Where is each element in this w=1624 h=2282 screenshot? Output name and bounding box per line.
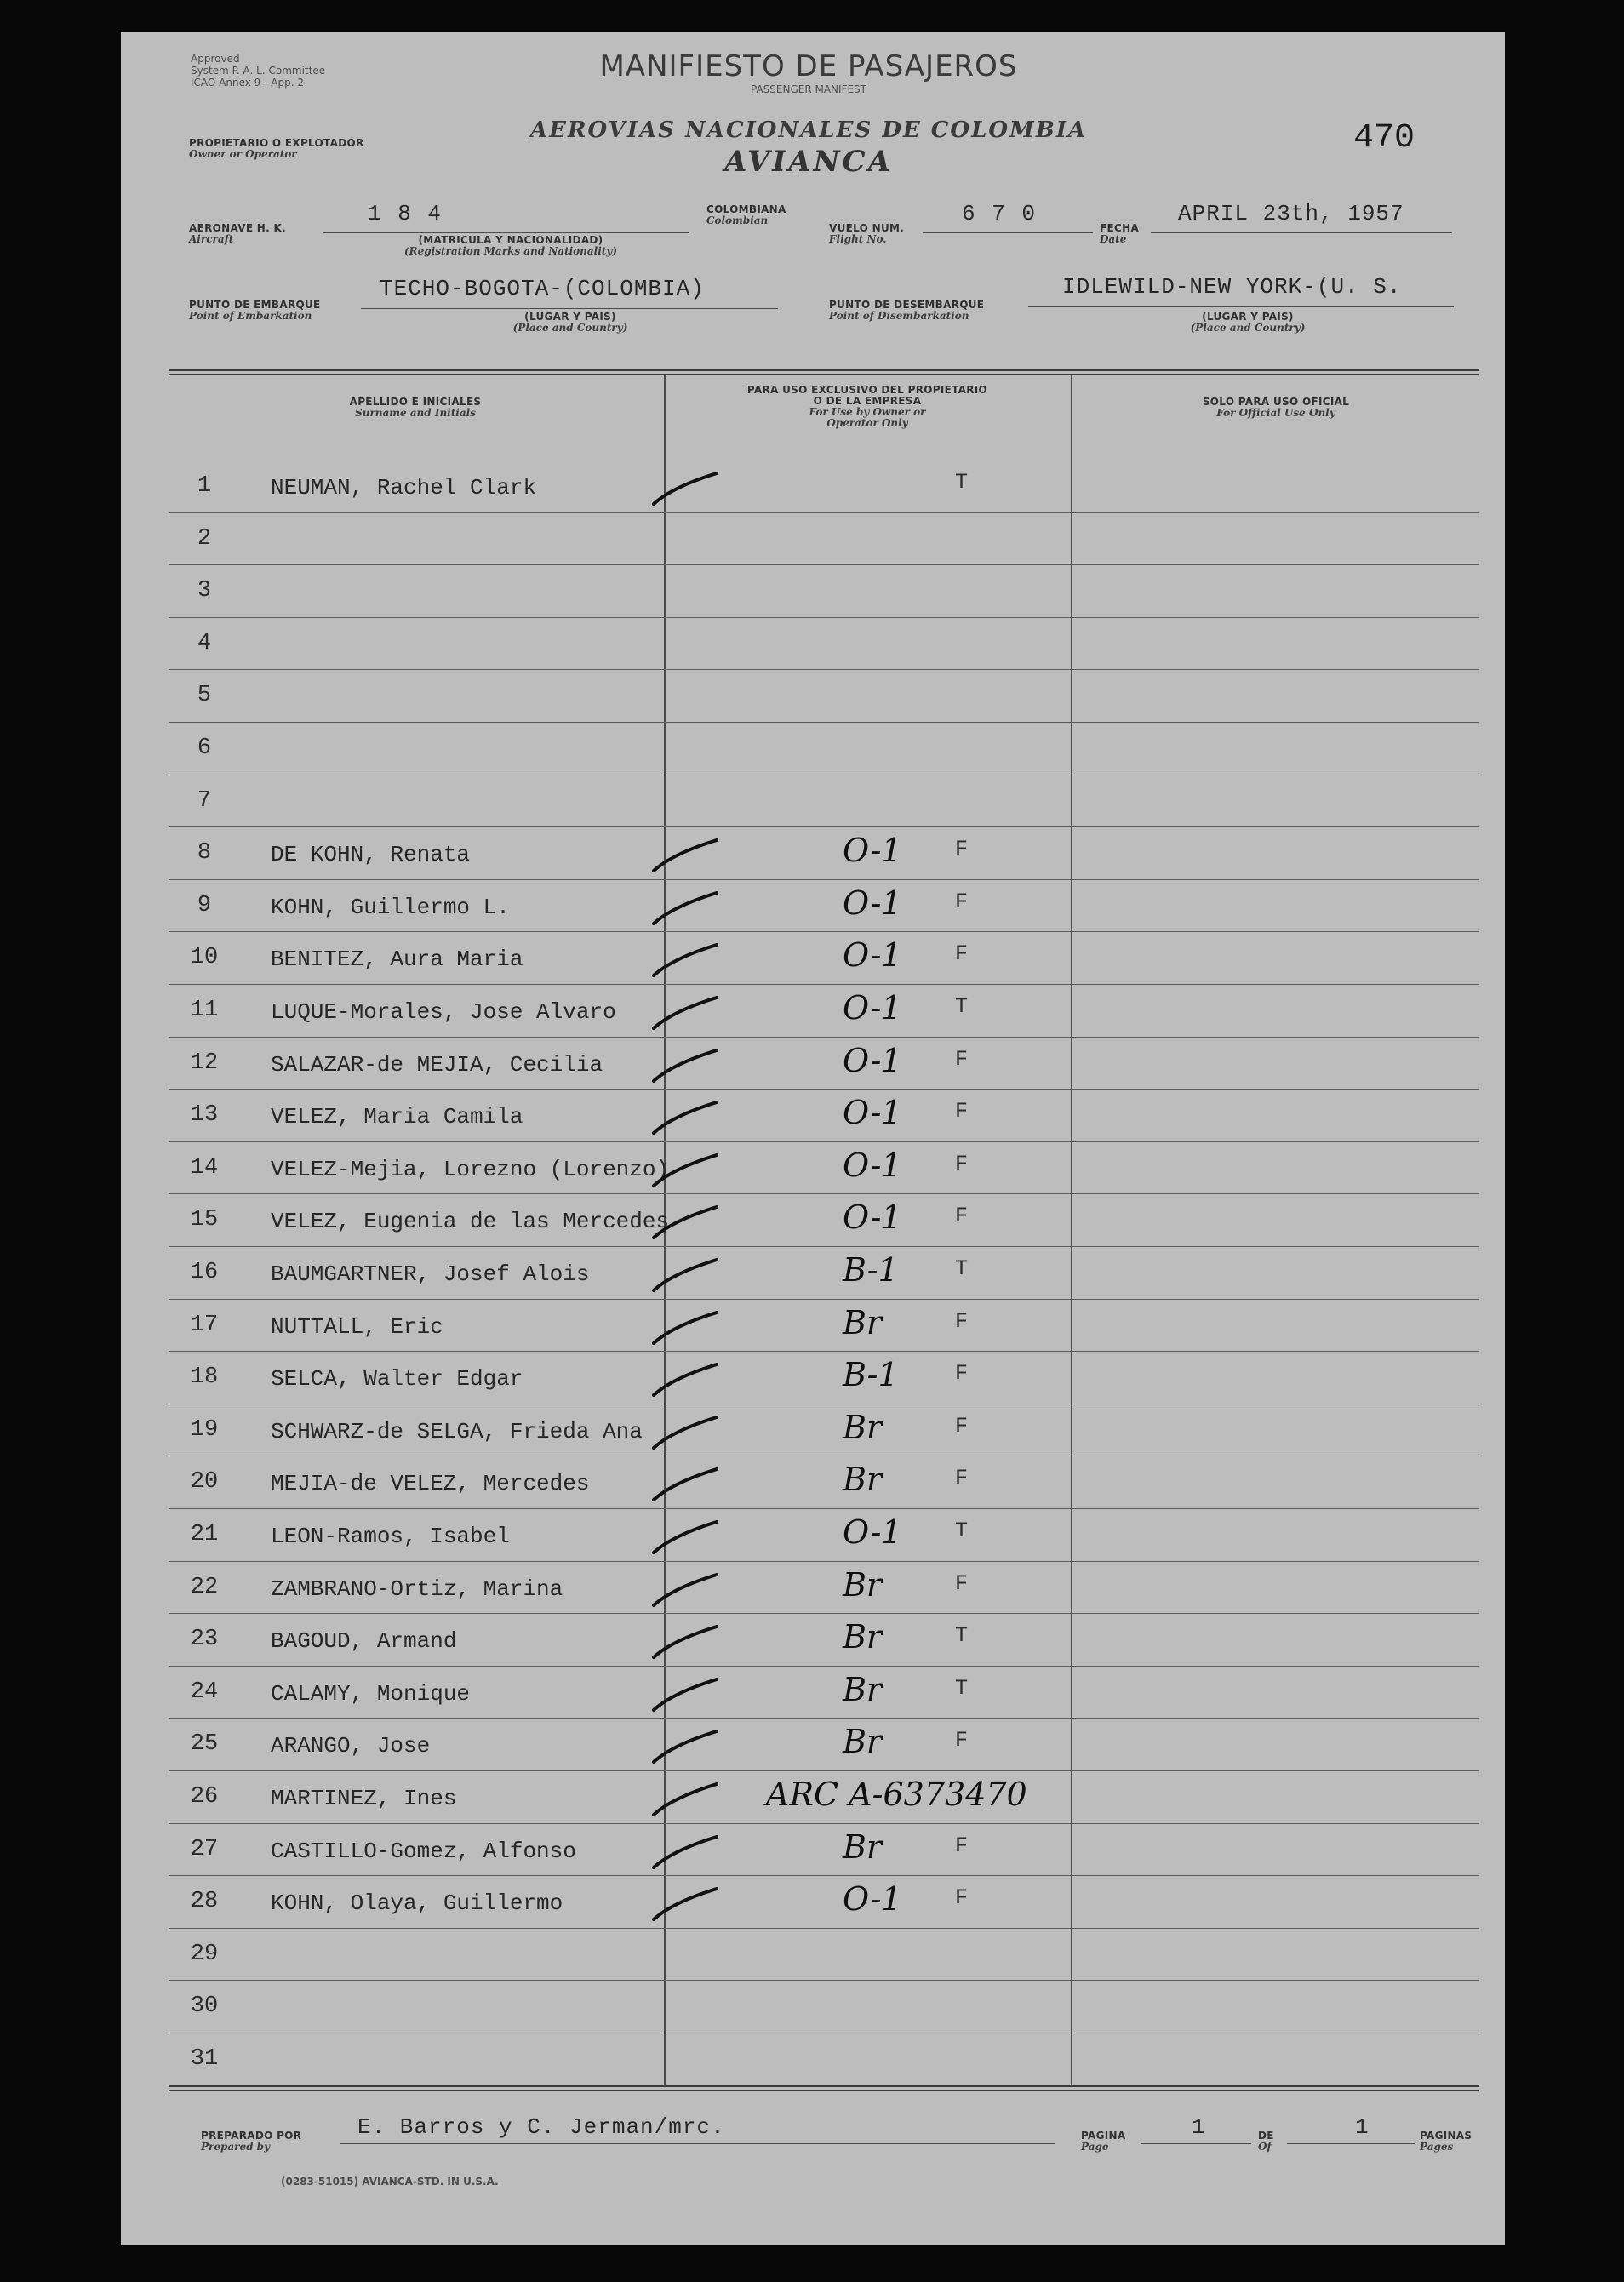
row-number: 14 xyxy=(190,1155,219,1181)
row-number: 18 xyxy=(190,1364,219,1390)
column-header-official-label: SOLO PARA USO OFICIAL xyxy=(1202,396,1350,408)
row-rule xyxy=(169,879,1479,880)
passenger-flag: T xyxy=(955,1256,969,1281)
row-rule xyxy=(169,1141,1479,1142)
passenger-name: LEON-Ramos, Isabel xyxy=(271,1524,510,1549)
operator-code: Br xyxy=(843,1618,883,1656)
operator-code: Br xyxy=(843,1461,883,1498)
check-mark-icon xyxy=(647,1359,723,1402)
passenger-flag: F xyxy=(955,1414,969,1438)
passenger-name: BAGOUD, Armand xyxy=(271,1628,457,1654)
row-number: 5 xyxy=(197,683,212,708)
operator-code: Br xyxy=(843,1723,883,1760)
row-number: 20 xyxy=(190,1469,219,1495)
check-mark-icon xyxy=(647,1779,723,1822)
row-rule xyxy=(169,722,1479,723)
column-header-operator-sublabel2: Operator Only xyxy=(826,417,908,429)
disembarkation-underline xyxy=(1028,306,1454,307)
check-mark-icon xyxy=(647,1674,723,1717)
row-rule xyxy=(169,1299,1479,1300)
operator-code: Br xyxy=(843,1566,883,1604)
aircraft-label-text: AERONAVE H. K. xyxy=(189,222,286,234)
row-number: 31 xyxy=(190,2046,219,2072)
check-mark-icon xyxy=(647,1884,723,1926)
pages-label-text: PAGINAS xyxy=(1420,2130,1472,2142)
date-sublabel: Date xyxy=(1100,233,1127,245)
row-number: 28 xyxy=(190,1889,219,1914)
row-number: 6 xyxy=(197,735,212,761)
operator-code: O-1 xyxy=(843,989,902,1027)
row-rule xyxy=(169,1193,1479,1194)
check-mark-icon xyxy=(647,1097,723,1140)
sheet-number: 470 xyxy=(1353,119,1415,157)
of-value: 1 xyxy=(1355,2114,1370,2140)
passenger-name: DE KOHN, Renata xyxy=(271,842,471,867)
passenger-flag: T xyxy=(955,1676,969,1701)
column-header-official-sublabel: For Official Use Only xyxy=(1216,407,1335,419)
row-number: 23 xyxy=(190,1627,219,1652)
manifest-subtitle: PASSENGER MANIFEST xyxy=(750,83,866,95)
pages-label xyxy=(1420,2130,1472,2153)
check-mark-icon xyxy=(647,1412,723,1455)
column-header-name xyxy=(169,397,662,419)
of-sublabel: Of xyxy=(1258,2141,1272,2153)
disembarkation-place-text: (LUGAR Y PAIS) xyxy=(1202,311,1294,323)
operator-code: Br xyxy=(843,1409,883,1446)
column-header-official xyxy=(1072,397,1479,419)
aircraft-sublabel: Aircraft xyxy=(189,233,234,245)
check-mark-icon xyxy=(647,1464,723,1507)
column-header-name-label: APELLIDO E INICIALES xyxy=(349,396,482,408)
row-rule xyxy=(169,1823,1479,1824)
row-number: 24 xyxy=(190,1679,219,1705)
disembarkation-label xyxy=(829,300,984,322)
pages-sublabel: Pages xyxy=(1420,2141,1454,2153)
row-number: 26 xyxy=(190,1784,219,1810)
page-sublabel: Page xyxy=(1081,2141,1109,2153)
column-header-operator-label2: O DE LA EMPRESA xyxy=(813,395,922,407)
passenger-flag: F xyxy=(955,1099,969,1124)
check-mark-icon xyxy=(647,1045,723,1088)
imprint-line: (0283-51015) AVIANCA-STD. IN U.S.A. xyxy=(281,2176,499,2188)
disembarkation-value: IDLEWILD-NEW YORK-(U. S. xyxy=(1062,274,1402,300)
passenger-flag: T xyxy=(955,470,969,495)
check-mark-icon xyxy=(647,835,723,878)
passenger-name: VELEZ-Mejia, Lorezno (Lorenzo) xyxy=(271,1157,670,1182)
page-value: 1 xyxy=(1192,2114,1207,2140)
row-number: 15 xyxy=(190,1207,219,1233)
airline-short: AVIANCA xyxy=(723,145,894,179)
row-number: 8 xyxy=(197,840,212,866)
row-number: 16 xyxy=(190,1260,219,1285)
passenger-flag: T xyxy=(955,1623,969,1648)
embarkation-label xyxy=(189,300,321,322)
passenger-name: SALAZAR-de MEJIA, Cecilia xyxy=(271,1052,603,1078)
flight-sublabel: Flight No. xyxy=(829,233,887,245)
passenger-name: ZAMBRANO-Ortiz, Marina xyxy=(271,1576,563,1602)
prepared-by-underline xyxy=(340,2143,1055,2144)
check-mark-icon xyxy=(647,992,723,1035)
passenger-name: NEUMAN, Rachel Clark xyxy=(271,475,537,500)
operator-code: O-1 xyxy=(843,832,902,869)
row-number: 2 xyxy=(197,526,212,552)
row-number: 19 xyxy=(190,1417,219,1443)
operator-code: Br xyxy=(843,1304,883,1341)
check-mark-icon xyxy=(647,1517,723,1559)
embarkation-sublabel: Point of Embarkation xyxy=(189,310,312,322)
check-mark-icon xyxy=(647,1255,723,1297)
date-underline xyxy=(1151,232,1452,233)
passenger-flag: F xyxy=(955,889,969,914)
row-number: 11 xyxy=(190,998,219,1023)
flight-underline xyxy=(923,232,1093,233)
passenger-flag: F xyxy=(955,1361,969,1386)
embarkation-underline xyxy=(361,308,778,309)
passenger-name: LUQUE-Morales, Jose Alvaro xyxy=(271,999,616,1025)
operator-code: O-1 xyxy=(843,1147,902,1184)
passenger-name: MARTINEZ, Ines xyxy=(271,1786,457,1811)
row-rule xyxy=(169,826,1479,827)
owner-label-text: PROPIETARIO O EXPLOTADOR xyxy=(189,137,364,149)
row-number: 30 xyxy=(190,1993,219,2019)
row-rule xyxy=(169,1928,1479,1929)
passenger-flag: F xyxy=(955,1152,969,1176)
row-rule xyxy=(169,1980,1479,1981)
column-divider-2 xyxy=(1071,375,1072,2086)
flight-label-text: VUELO NUM. xyxy=(829,222,905,234)
passenger-flag: F xyxy=(955,1833,969,1858)
row-rule xyxy=(169,617,1479,618)
operator-code: Br xyxy=(843,1671,883,1708)
row-number: 9 xyxy=(197,893,212,918)
registration-sublabel: (Registration Marks and Nationality) xyxy=(404,245,617,257)
row-number: 4 xyxy=(197,631,212,656)
check-mark-icon xyxy=(647,940,723,982)
prepared-by-sublabel: Prepared by xyxy=(201,2141,271,2153)
passenger-flag: F xyxy=(955,1309,969,1334)
passenger-flag: F xyxy=(955,1047,969,1072)
row-rule xyxy=(169,1770,1479,1771)
of-underline xyxy=(1287,2143,1415,2144)
row-rule xyxy=(169,1561,1479,1562)
row-rule xyxy=(169,512,1479,513)
check-mark-icon xyxy=(647,1570,723,1612)
aircraft-label xyxy=(189,223,286,245)
registration-label-text: (MATRICULA Y NACIONALIDAD) xyxy=(418,234,603,246)
disembarkation-place-label xyxy=(1120,312,1375,334)
prepared-by-label-text: PREPARADO POR xyxy=(201,2130,302,2142)
approval-line3: ICAO Annex 9 - App. 2 xyxy=(191,77,304,89)
disembarkation-label-text: PUNTO DE DESEMBARQUE xyxy=(829,299,985,311)
embarkation-value: TECHO-BOGOTA-(COLOMBIA) xyxy=(380,276,705,301)
embarkation-place-sublabel: (Place and Country) xyxy=(512,322,628,334)
aircraft-underline xyxy=(323,232,689,233)
page-label xyxy=(1081,2130,1125,2153)
approval-line1: Approved xyxy=(191,53,240,65)
passenger-name: KOHN, Guillermo L. xyxy=(271,895,510,920)
check-mark-icon xyxy=(647,1832,723,1874)
operator-code: Br xyxy=(843,1828,883,1866)
disembarkation-sublabel: Point of Disembarkation xyxy=(829,310,969,322)
passenger-flag: F xyxy=(955,1466,969,1490)
approval-line2: System P. A. L. Committee xyxy=(191,65,326,77)
passenger-name: BAUMGARTNER, Josef Alois xyxy=(271,1261,590,1287)
row-number: 3 xyxy=(197,578,212,603)
passenger-name: BENITEZ, Aura Maria xyxy=(271,947,523,972)
passenger-name: VELEZ, Maria Camila xyxy=(271,1104,523,1130)
passenger-name: SELCA, Walter Edgar xyxy=(271,1366,523,1392)
row-number: 22 xyxy=(190,1575,219,1600)
row-rule xyxy=(169,984,1479,985)
passenger-flag: F xyxy=(955,837,969,861)
passenger-flag: F xyxy=(955,1728,969,1753)
operator-code: O-1 xyxy=(843,1198,902,1236)
check-mark-icon xyxy=(647,468,723,511)
check-mark-icon xyxy=(647,1202,723,1244)
owner-sublabel: Owner or Operator xyxy=(189,148,297,160)
nationality-label xyxy=(706,204,786,226)
date-label-text: FECHA xyxy=(1100,222,1140,234)
passenger-name: NUTTALL, Eric xyxy=(271,1314,443,1340)
column-header-operator-label: PARA USO EXCLUSIVO DEL PROPIETARIO xyxy=(746,384,988,396)
passenger-flag: F xyxy=(955,941,969,966)
owner-label xyxy=(189,138,364,160)
check-mark-icon xyxy=(647,1726,723,1769)
operator-code: B-1 xyxy=(843,1356,899,1393)
passenger-flag: F xyxy=(955,1204,969,1228)
row-number: 25 xyxy=(190,1731,219,1757)
operator-code: O-1 xyxy=(843,1880,902,1918)
table-top-rule xyxy=(169,369,1479,375)
row-rule xyxy=(169,669,1479,670)
check-mark-icon xyxy=(647,1150,723,1192)
nationality-sublabel: Colombian xyxy=(706,214,769,226)
column-header-name-sublabel: Surname and Initials xyxy=(355,407,476,419)
operator-code: O-1 xyxy=(843,1513,902,1551)
row-number: 29 xyxy=(190,1942,219,1967)
operator-code: O-1 xyxy=(843,1094,902,1131)
date-value: APRIL 23th, 1957 xyxy=(1178,201,1404,226)
embarkation-place-text: (LUGAR Y PAIS) xyxy=(524,311,616,323)
operator-code: O-1 xyxy=(843,1042,902,1079)
page-label-text: PAGINA xyxy=(1081,2130,1126,2142)
passenger-name: CASTILLO-Gomez, Alfonso xyxy=(271,1839,576,1864)
check-mark-icon xyxy=(647,888,723,930)
passenger-name: KOHN, Olaya, Guillermo xyxy=(271,1890,563,1916)
row-rule xyxy=(169,931,1479,932)
row-rule xyxy=(169,1875,1479,1876)
date-label xyxy=(1100,223,1139,245)
manifest-title: MANIFIESTO DE PASAJEROS xyxy=(599,49,1018,83)
passenger-name: CALAMY, Monique xyxy=(271,1681,471,1707)
operator-code: O-1 xyxy=(843,936,902,974)
flight-value: 6 7 0 xyxy=(962,201,1038,226)
passenger-flag: F xyxy=(955,1571,969,1596)
prepared-by-label xyxy=(201,2130,301,2153)
row-number: 10 xyxy=(190,945,219,970)
operator-code: O-1 xyxy=(843,884,902,922)
aircraft-value: 1 8 4 xyxy=(368,201,443,226)
embarkation-label-text: PUNTO DE EMBARQUE xyxy=(189,299,321,311)
column-header-operator xyxy=(666,385,1069,429)
row-rule xyxy=(169,1508,1479,1509)
prepared-by-value: E. Barros y C. Jerman/mrc. xyxy=(357,2114,725,2140)
row-number: 13 xyxy=(190,1102,219,1128)
operator-code: B-1 xyxy=(843,1251,899,1289)
row-number: 17 xyxy=(190,1313,219,1338)
check-mark-icon xyxy=(647,1621,723,1664)
page-underline xyxy=(1141,2143,1251,2144)
row-number: 21 xyxy=(190,1522,219,1547)
approval-block xyxy=(191,53,325,89)
row-number: 12 xyxy=(190,1050,219,1076)
of-label-text: DE xyxy=(1258,2130,1274,2142)
row-rule xyxy=(169,1613,1479,1614)
airline-name: AEROVIAS NACIONALES DE COLOMBIA xyxy=(529,117,1088,143)
passenger-name: SCHWARZ-de SELGA, Frieda Ana xyxy=(271,1419,643,1444)
row-number: 27 xyxy=(190,1837,219,1862)
passenger-name: VELEZ, Eugenia de las Mercedes xyxy=(271,1209,670,1234)
row-rule xyxy=(169,1666,1479,1667)
passenger-name: MEJIA-de VELEZ, Mercedes xyxy=(271,1471,590,1496)
registration-label xyxy=(332,235,689,257)
passenger-flag: T xyxy=(955,994,969,1019)
row-rule xyxy=(169,1351,1479,1352)
row-rule xyxy=(169,1037,1479,1038)
row-rule xyxy=(169,1246,1479,1247)
check-mark-icon xyxy=(647,1307,723,1350)
table-bottom-rule xyxy=(169,2085,1479,2091)
flight-label xyxy=(829,223,904,245)
of-label xyxy=(1258,2130,1274,2153)
row-rule xyxy=(169,1089,1479,1090)
passenger-flag: F xyxy=(955,1885,969,1910)
operator-code: ARC A-6373470 xyxy=(766,1776,1027,1813)
row-number: 7 xyxy=(197,788,212,814)
nationality-label-text: COLOMBIANA xyxy=(706,203,786,215)
passenger-name: ARANGO, Jose xyxy=(271,1733,431,1759)
row-rule xyxy=(169,1718,1479,1719)
disembarkation-place-sublabel: (Place and Country) xyxy=(1190,322,1306,334)
passenger-flag: T xyxy=(955,1518,969,1543)
embarkation-place-label xyxy=(443,312,698,334)
row-number: 1 xyxy=(197,473,212,499)
column-header-operator-sublabel: For Use by Owner or xyxy=(809,406,926,418)
row-rule xyxy=(169,564,1479,565)
